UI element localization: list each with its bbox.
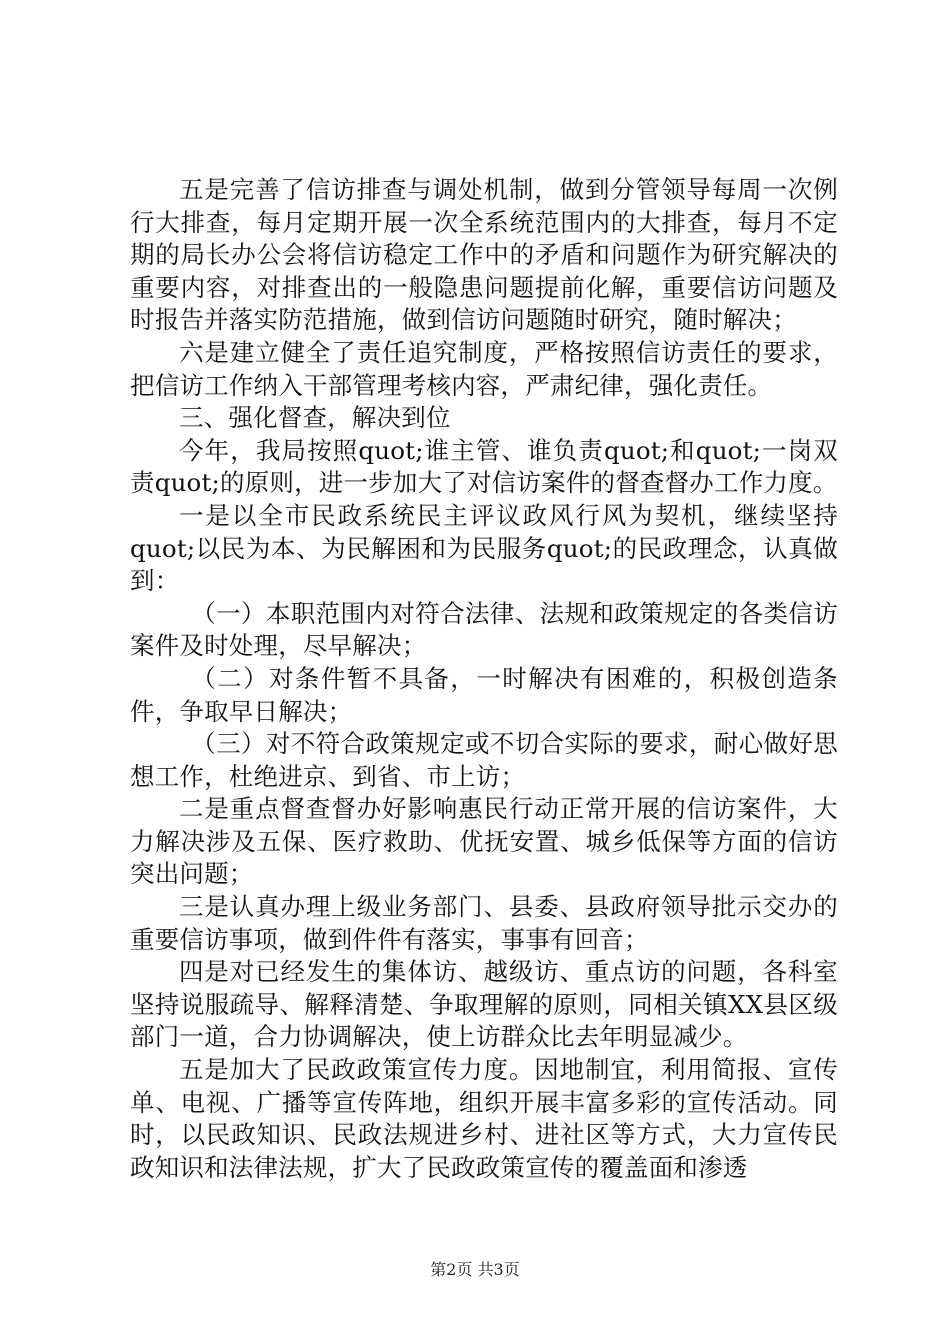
sub-point-1: （一）本职范围内对符合法律、法规和政策规定的各类信访案件及时处理，尽早解决；	[130, 598, 838, 661]
paragraph-intro: 今年，我局按照quot;谁主管、谁负责quot;和quot;一岗双责quot;的原则，进一步加大了对信访案件的督查督办工作力度。	[130, 435, 838, 498]
sub-point-3: （三）对不符合政策规定或不切合实际的要求，耐心做好思想工作，杜绝进京、到省、市上访；	[130, 729, 838, 791]
document-body	[130, 174, 838, 1184]
paragraph-point-4: 四是对已经发生的集体访、越级访、重点访的问题，各科室坚持说服疏导、解释清楚、争取理解的原则，同相关镇XX县区级部门一道，合力协调解决，使上访群众比去年明显减少。	[130, 957, 838, 1052]
paragraph-item-6: 六是建立健全了责任追究制度，严格按照信访责任的要求，把信访工作纳入干部管理考核内容，严肃纪律，强化责任。	[130, 337, 838, 400]
paragraph-point-5: 五是加大了民政政策宣传力度。因地制宜，利用简报、宣传单、电视、广播等宣传阵地，组织开展丰富多彩的宣传活动。同时，以民政知识、民政法规进乡村、进社区等方式，大力宣传民政知识和法律法规，扩大了民政政策宣传的覆盖面和渗透	[130, 1055, 838, 1182]
sub-point-2: （二）对条件暂不具备，一时解决有困难的，积极创造条件，争取早日解决；	[130, 663, 838, 726]
paragraph-item-5: 五是完善了信访排查与调处机制，做到分管领导每周一次例行大排查，每月定期开展一次全系统范围内的大排查，每月不定期的局长办公会将信访稳定工作中的矛盾和问题作为研究解决的重要内容，对排查出的一般隐患问题提前化解，重要信访问题及时报告并落实防范措施，做到信访问题随时研究，随时解决；	[130, 175, 838, 335]
section-heading-3: 三、强化督查，解决到位	[179, 403, 451, 433]
paragraph-point-3: 三是认真办理上级业务部门、县委、县政府领导批示交办的重要信访事项，做到件件有落实，事事有回音；	[130, 892, 838, 954]
paragraph-point-2: 二是重点督查督办好影响惠民行动正常开展的信访案件，大力解决涉及五保、医疗救助、优抚安置、城乡低保等方面的信访突出问题；	[130, 794, 838, 889]
paragraph-point-1: 一是以全市民政系统民主评议政风行风为契机，继续坚持quot;以民为本、为民解困和为民服务quot;的民政理念，认真做到：	[130, 500, 838, 596]
page-footer: 第2页 共3页	[430, 1260, 520, 1279]
